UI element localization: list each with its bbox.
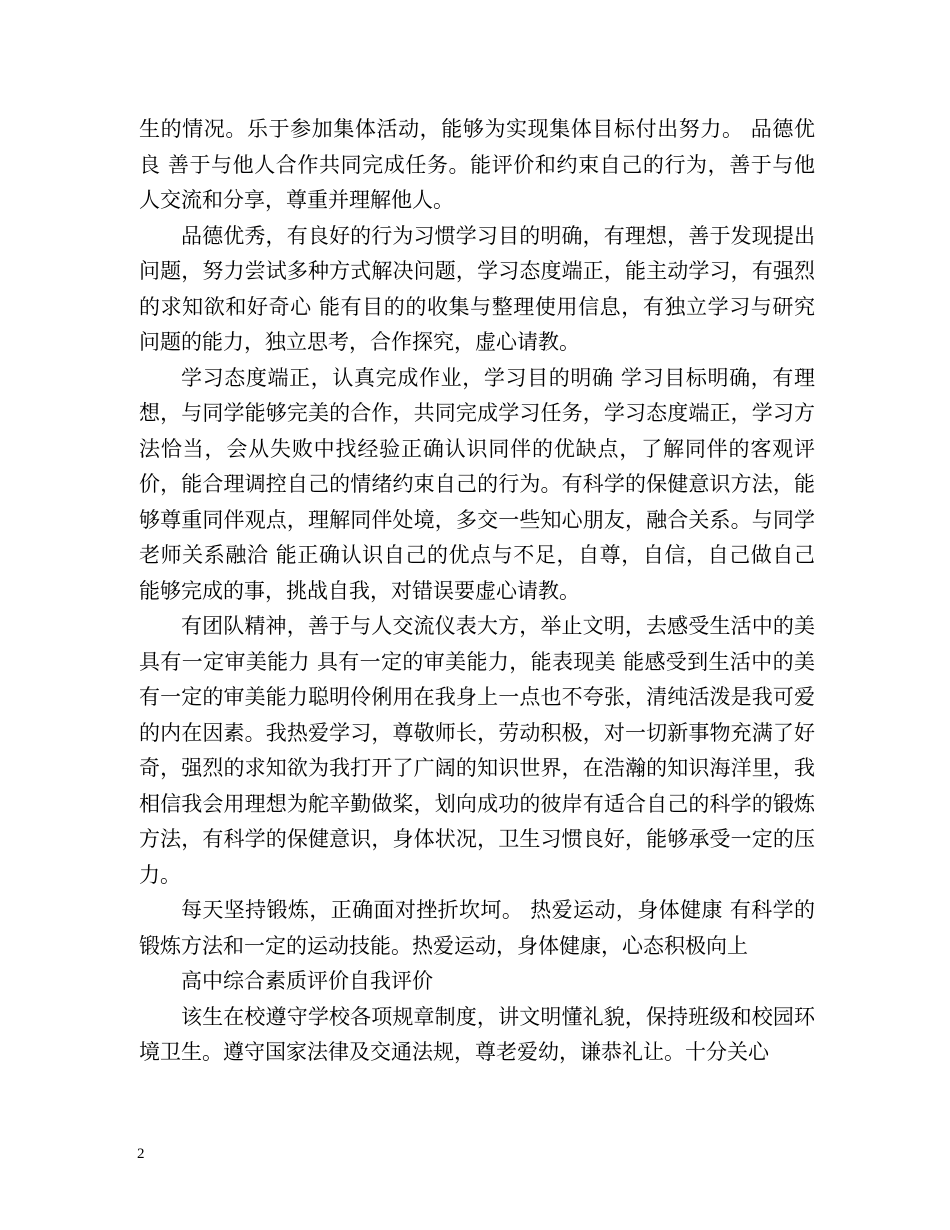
paragraph: 品德优秀，有良好的行为习惯学习目的明确，有理想，善于发现提出问题，努力尝试多种方式解决问题，学习态度端正，能主动学习，有强烈的求知欲和好奇心 能有目的的收集与整理使用信息，有独立学习与研究问题的能力，独立思考，合作探究，虚心请教。 — [139, 223, 815, 354]
paragraph: 该生在校遵守学校各项规章制度，讲文明懂礼貌，保持班级和校园环境卫生。遵守国家法律及交通法规，尊老爱幼，谦恭礼让。十分关心 — [139, 1004, 815, 1064]
paragraph: 学习态度端正，认真完成作业，学习目的明确 学习目标明确，有理想，与同学能够完美的合作，共同完成学习任务，学习态度端正，学习方法恰当，会从失败中找经验正确认识同伴的优缺点，了解同伴的客观评价，能合理调控自己的情绪约束自己的行为。有科学的保健意识方法，能够尊重同伴观点，理解同伴处境，多交一些知心朋友，融合关系。与同学老师关系融洽 能正确认识自己的优点与不足，自尊，自信，自己做自己能够完成的事，挑战自我，对错误要虚心请教。 — [139, 365, 815, 603]
paragraph: 有团队精神，善于与人交流仪表大方，举止文明，去感受生活中的美 具有一定审美能力 具有一定的审美能力，能表现美 能感受到生活中的美 有一定的审美能力聪明伶俐用在我身上一点也不夸张，清纯活泼是我可爱的内在因素。我热爱学习，尊敬师长，劳动积极，对一切新事物充满了好奇，强烈的求知欲为我打开了广阔的知识世界，在浩瀚的知识海洋里，我相信我会用理想为舵辛勤做桨，划向成功的彼岸有适合自己的科学的锻炼方法，有科学的保健意识，身体状况，卫生习惯良好，能够承受一定的压力。 — [139, 614, 815, 887]
section-heading: 高中综合素质评价自我评价 — [181, 969, 433, 993]
page-number: 2 — [137, 1146, 145, 1162]
paragraph-continuation: 生的情况。乐于参加集体活动，能够为实现集体目标付出努力。 品德优良 善于与他人合作共同完成任务。能评价和约束自己的行为，善于与他人交流和分享，尊重并理解他人。 — [139, 117, 815, 212]
paragraph: 每天坚持锻炼，正确面对挫折坎坷。 热爱运动，身体健康 有科学的锻炼方法和一定的运动技能。热爱运动，身体健康，心态积极向上 — [139, 898, 815, 958]
body-text — [139, 112, 815, 1071]
